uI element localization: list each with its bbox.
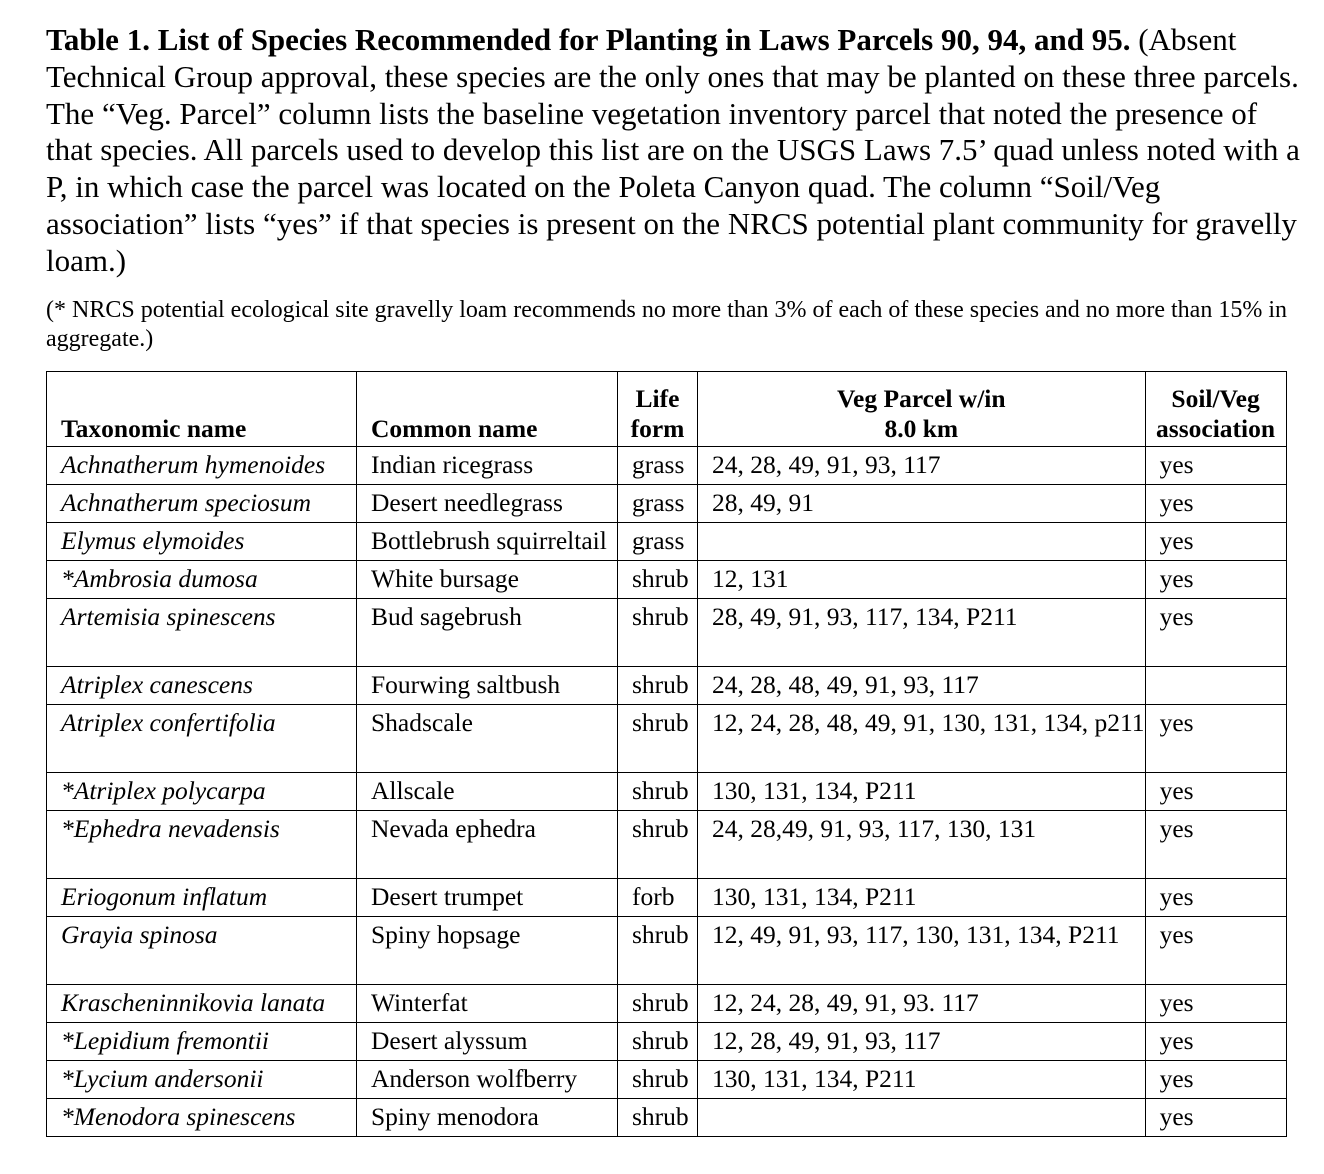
veg-parcel: 12, 24, 28, 49, 91, 93. 117 — [698, 985, 1146, 1023]
common-name: Nevada ephedra — [357, 811, 618, 879]
soil-veg-association: yes — [1145, 1099, 1286, 1137]
common-name: Winterfat — [357, 985, 618, 1023]
life-form: forb — [618, 879, 698, 917]
soil-veg-association: yes — [1145, 523, 1286, 561]
soil-veg-association: yes — [1145, 485, 1286, 523]
common-name: Anderson wolfberry — [357, 1061, 618, 1099]
taxonomic-name: Artemisia spinescens — [47, 599, 357, 667]
table-row — [47, 561, 1287, 599]
taxonomic-name: *Lepidium fremontii — [47, 1023, 357, 1061]
common-name: Spiny menodora — [357, 1099, 618, 1137]
table-row — [47, 667, 1287, 705]
veg-parcel — [698, 523, 1146, 561]
table-row — [47, 599, 1287, 667]
table-row — [47, 773, 1287, 811]
life-form: shrub — [618, 811, 698, 879]
common-name: Shadscale — [357, 705, 618, 773]
soil-veg-association: yes — [1145, 705, 1286, 773]
soil-veg-association: yes — [1145, 1061, 1286, 1099]
common-name: Bottlebrush squirreltail — [357, 523, 618, 561]
species-table — [46, 371, 1287, 1137]
veg-parcel: 12, 28, 49, 91, 93, 117 — [698, 1023, 1146, 1061]
soil-veg-association: yes — [1145, 599, 1286, 667]
caption-body: (Absent Technical Group approval, these species are the only ones that may be planted on these three parcels. The “Veg. Parcel” column lists the baseline vegetation inventory parcel that noted the presence of that species. All parcels used to develop this list are on the USGS Laws 7.5’ quad unless noted with a P, in which case the parcel was located on the Poleta Canyon quad. The column “Soil/Veg association” lists “yes” if that species is present on the NRCS potential plant community for gravelly loam.) — [46, 22, 1300, 278]
taxonomic-name: Achnatherum speciosum — [47, 485, 357, 523]
table-row — [47, 1023, 1287, 1061]
taxonomic-name: Atriplex confertifolia — [47, 705, 357, 773]
soil-veg-association: yes — [1145, 985, 1286, 1023]
taxonomic-name: Krascheninnikovia lanata — [47, 985, 357, 1023]
common-name: Desert needlegrass — [357, 485, 618, 523]
taxonomic-name: Eriogonum inflatum — [47, 879, 357, 917]
table-row — [47, 917, 1287, 985]
veg-parcel: 12, 131 — [698, 561, 1146, 599]
common-name: White bursage — [357, 561, 618, 599]
common-name: Fourwing saltbush — [357, 667, 618, 705]
common-name: Indian ricegrass — [357, 447, 618, 485]
life-form: shrub — [618, 1023, 698, 1061]
soil-veg-association: yes — [1145, 773, 1286, 811]
veg-parcel: 12, 49, 91, 93, 117, 130, 131, 134, P211 — [698, 917, 1146, 985]
veg-parcel: 28, 49, 91, 93, 117, 134, P211 — [698, 599, 1146, 667]
soil-veg-association: yes — [1145, 879, 1286, 917]
table-row — [47, 447, 1287, 485]
soil-veg-association: yes — [1145, 447, 1286, 485]
table-row — [47, 985, 1287, 1023]
veg-parcel: 12, 24, 28, 48, 49, 91, 130, 131, 134, p211 — [698, 705, 1146, 773]
taxonomic-name: *Ephedra nevadensis — [47, 811, 357, 879]
veg-parcel: 24, 28, 49, 91, 93, 117 — [698, 447, 1146, 485]
taxonomic-name: *Ambrosia dumosa — [47, 561, 357, 599]
veg-parcel: 24, 28, 48, 49, 91, 93, 117 — [698, 667, 1146, 705]
table-caption — [46, 22, 1306, 280]
life-form: shrub — [618, 561, 698, 599]
veg-parcel: 130, 131, 134, P211 — [698, 1061, 1146, 1099]
common-name: Allscale — [357, 773, 618, 811]
taxonomic-name: Grayia spinosa — [47, 917, 357, 985]
taxonomic-name: *Atriplex polycarpa — [47, 773, 357, 811]
life-form: shrub — [618, 599, 698, 667]
header-common: Common name — [357, 372, 618, 447]
table-row — [47, 705, 1287, 773]
soil-veg-association: yes — [1145, 1023, 1286, 1061]
life-form: shrub — [618, 773, 698, 811]
life-form: shrub — [618, 705, 698, 773]
header-life-form: Life form — [618, 372, 698, 447]
life-form: grass — [618, 523, 698, 561]
common-name: Desert alyssum — [357, 1023, 618, 1061]
taxonomic-name: Achnatherum hymenoides — [47, 447, 357, 485]
life-form: shrub — [618, 1099, 698, 1137]
life-form: shrub — [618, 667, 698, 705]
veg-parcel: 130, 131, 134, P211 — [698, 773, 1146, 811]
header-veg-parcel: Veg Parcel w/in 8.0 km — [698, 372, 1146, 447]
life-form: shrub — [618, 917, 698, 985]
life-form: shrub — [618, 985, 698, 1023]
life-form: shrub — [618, 1061, 698, 1099]
header-taxonomic: Taxonomic name — [47, 372, 357, 447]
table-row — [47, 1099, 1287, 1137]
common-name: Bud sagebrush — [357, 599, 618, 667]
veg-parcel: 28, 49, 91 — [698, 485, 1146, 523]
taxonomic-name: *Lycium andersonii — [47, 1061, 357, 1099]
table-row — [47, 523, 1287, 561]
table-row — [47, 485, 1287, 523]
common-name: Desert trumpet — [357, 879, 618, 917]
soil-veg-association — [1145, 667, 1286, 705]
veg-parcel — [698, 1099, 1146, 1137]
soil-veg-association: yes — [1145, 561, 1286, 599]
table-row — [47, 1061, 1287, 1099]
taxonomic-name: Atriplex canescens — [47, 667, 357, 705]
header-soil-veg: Soil/Veg association — [1145, 372, 1286, 447]
header-row — [47, 372, 1287, 447]
taxonomic-name: Elymus elymoides — [47, 523, 357, 561]
veg-parcel: 130, 131, 134, P211 — [698, 879, 1146, 917]
life-form: grass — [618, 485, 698, 523]
veg-parcel: 24, 28,49, 91, 93, 117, 130, 131 — [698, 811, 1146, 879]
footnote: (* NRCS potential ecological site gravelly loam recommends no more than 3% of each of these species and no more than 15% in aggregate.) — [46, 297, 1287, 352]
common-name: Spiny hopsage — [357, 917, 618, 985]
table-row — [47, 879, 1287, 917]
soil-veg-association: yes — [1145, 917, 1286, 985]
table-row — [47, 811, 1287, 879]
table-title: Table 1. List of Species Recommended for Planting in Laws Parcels 90, 94, and 95. — [46, 22, 1131, 57]
taxonomic-name: *Menodora spinescens — [47, 1099, 357, 1137]
soil-veg-association: yes — [1145, 811, 1286, 879]
life-form: grass — [618, 447, 698, 485]
